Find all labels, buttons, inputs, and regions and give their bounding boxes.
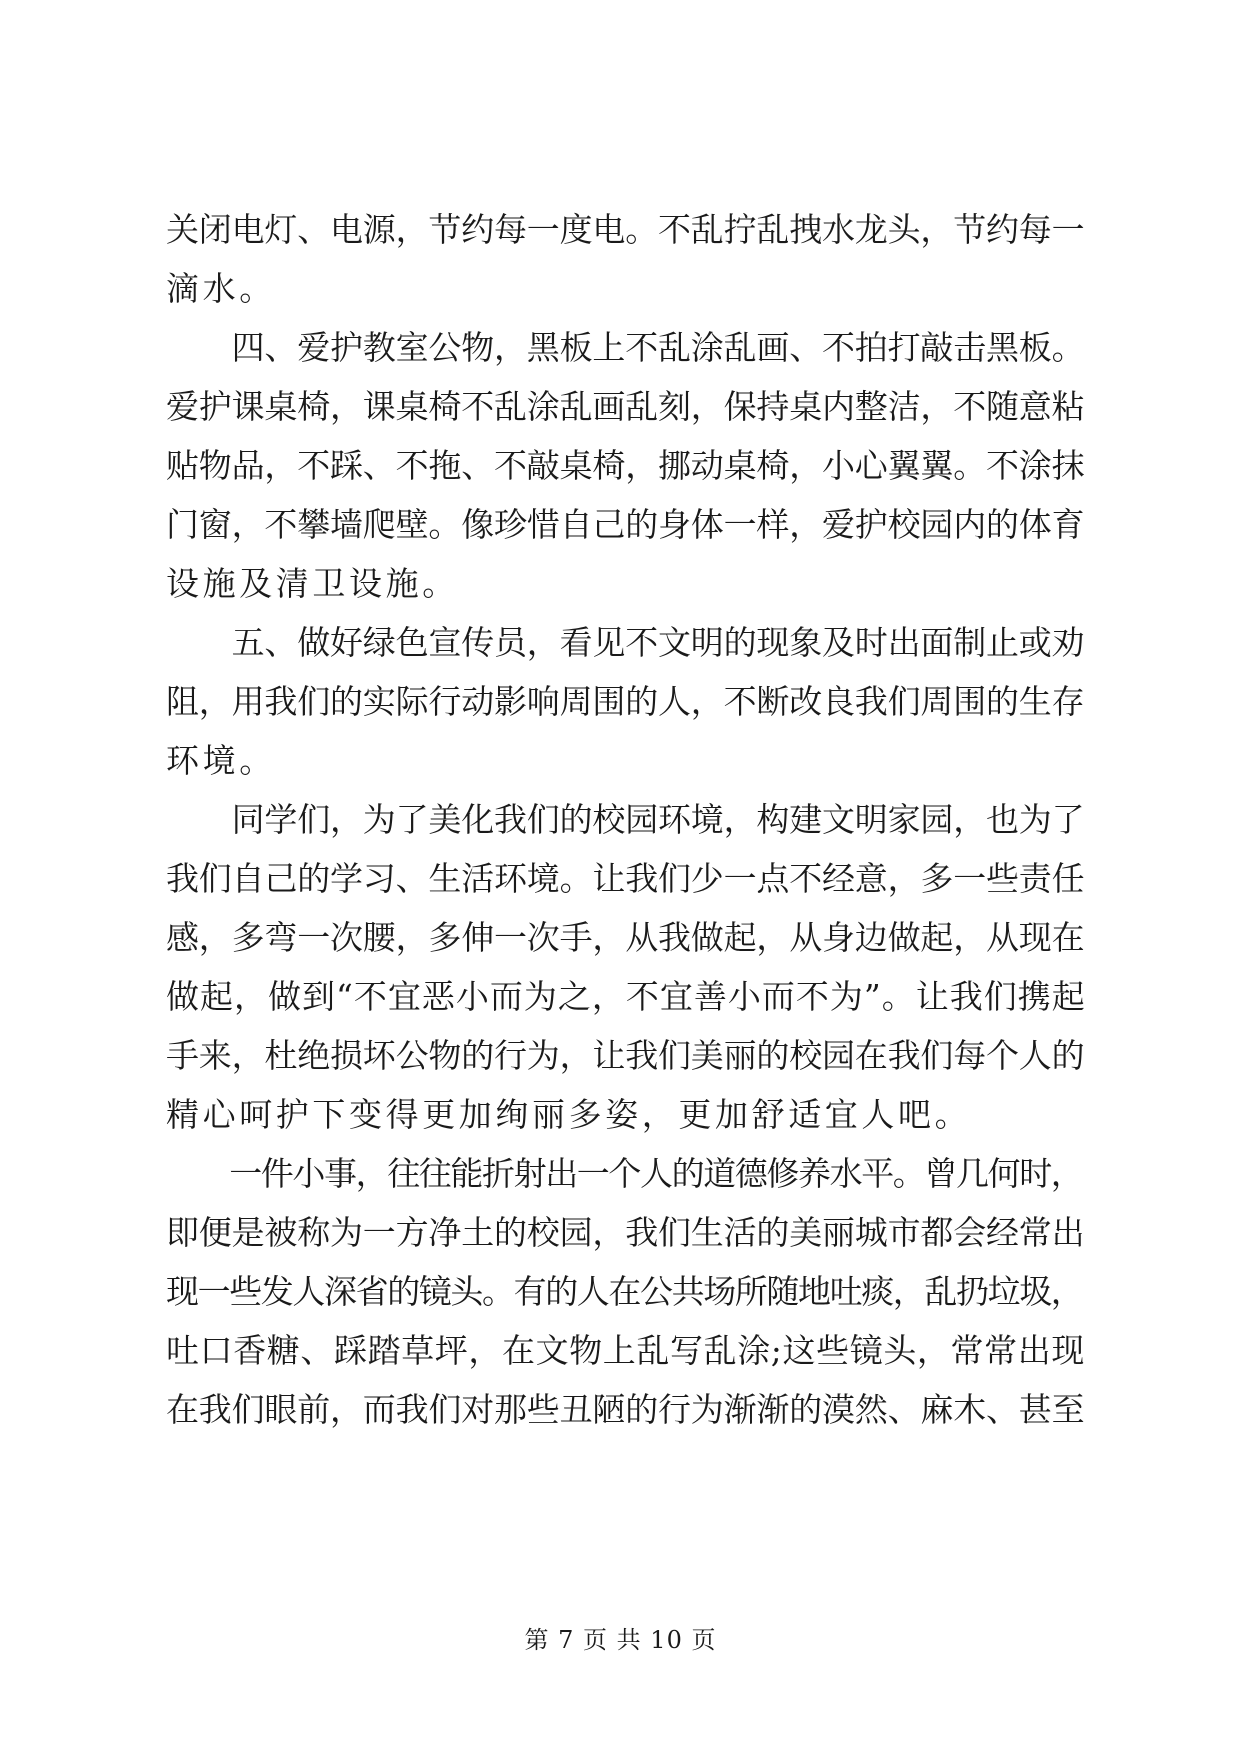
text-line: 手来，杜绝损坏公物的行为，让我们美丽的校园在我们每个人的 [166, 1036, 1085, 1075]
text-line: 贴物品，不踩、不拖、不敲桌椅，挪动桌椅，小心翼翼。不涂抹 [166, 446, 1085, 485]
text-line: 精心呵护下变得更加绚丽多姿，更加舒适宜人吧。 [166, 1095, 972, 1134]
text-line: 感，多弯一次腰，多伸一次手，从我做起，从身边做起，从现在 [166, 918, 1085, 957]
text-line: 在我们眼前，而我们对那些丑陋的行为渐渐的漠然、麻木、甚至 [166, 1390, 1085, 1429]
text-line: 关闭电灯、电源，节约每一度电。不乱拧乱拽水龙头，节约每一 [166, 210, 1085, 249]
text-line: 阻，用我们的实际行动影响周围的人，不断改良我们周围的生存 [166, 682, 1085, 721]
text-line: 爱护课桌椅，课桌椅不乱涂乱画乱刻，保持桌内整洁，不随意粘 [166, 387, 1085, 426]
text-line: 做起，做到“不宜恶小而为之，不宜善小而不为”。让我们携起 [166, 977, 1086, 1016]
text-line: 即便是被称为一方净土的校园，我们生活的美丽城市都会经常出 [166, 1213, 1085, 1252]
text-line: 一件小事，往往能折射出一个人的道德修养水平。曾几何时， [166, 1154, 1083, 1193]
text-line: 我们自己的学习、生活环境。让我们少一点不经意，多一些责任 [166, 859, 1085, 898]
text-line: 现一些发人深省的镜头。有的人在公共场所随地吐痰，乱扔垃圾， [166, 1272, 1083, 1311]
text-line: 滴水。 [166, 269, 276, 308]
text-line: 四、爱护教室公物，黑板上不乱涂乱画、不拍打敲击黑板。 [166, 328, 1085, 367]
text-line: 门窗，不攀墙爬壁。像珍惜自己的身体一样，爱护校园内的体育 [166, 505, 1085, 544]
text-line: 吐口香糖、踩踏草坪，在文物上乱写乱涂;这些镜头，常常出现 [166, 1331, 1085, 1370]
text-line: 同学们，为了美化我们的校园环境，构建文明家园，也为了 [166, 800, 1085, 839]
text-line: 五、做好绿色宣传员，看见不文明的现象及时出面制止或劝 [166, 623, 1085, 662]
text-line: 设施及清卫设施。 [166, 564, 459, 603]
text-line: 环境。 [166, 741, 276, 780]
page-footer: 第 7 页 共 10 页 [524, 1626, 717, 1654]
body-text [166, 200, 1086, 1439]
